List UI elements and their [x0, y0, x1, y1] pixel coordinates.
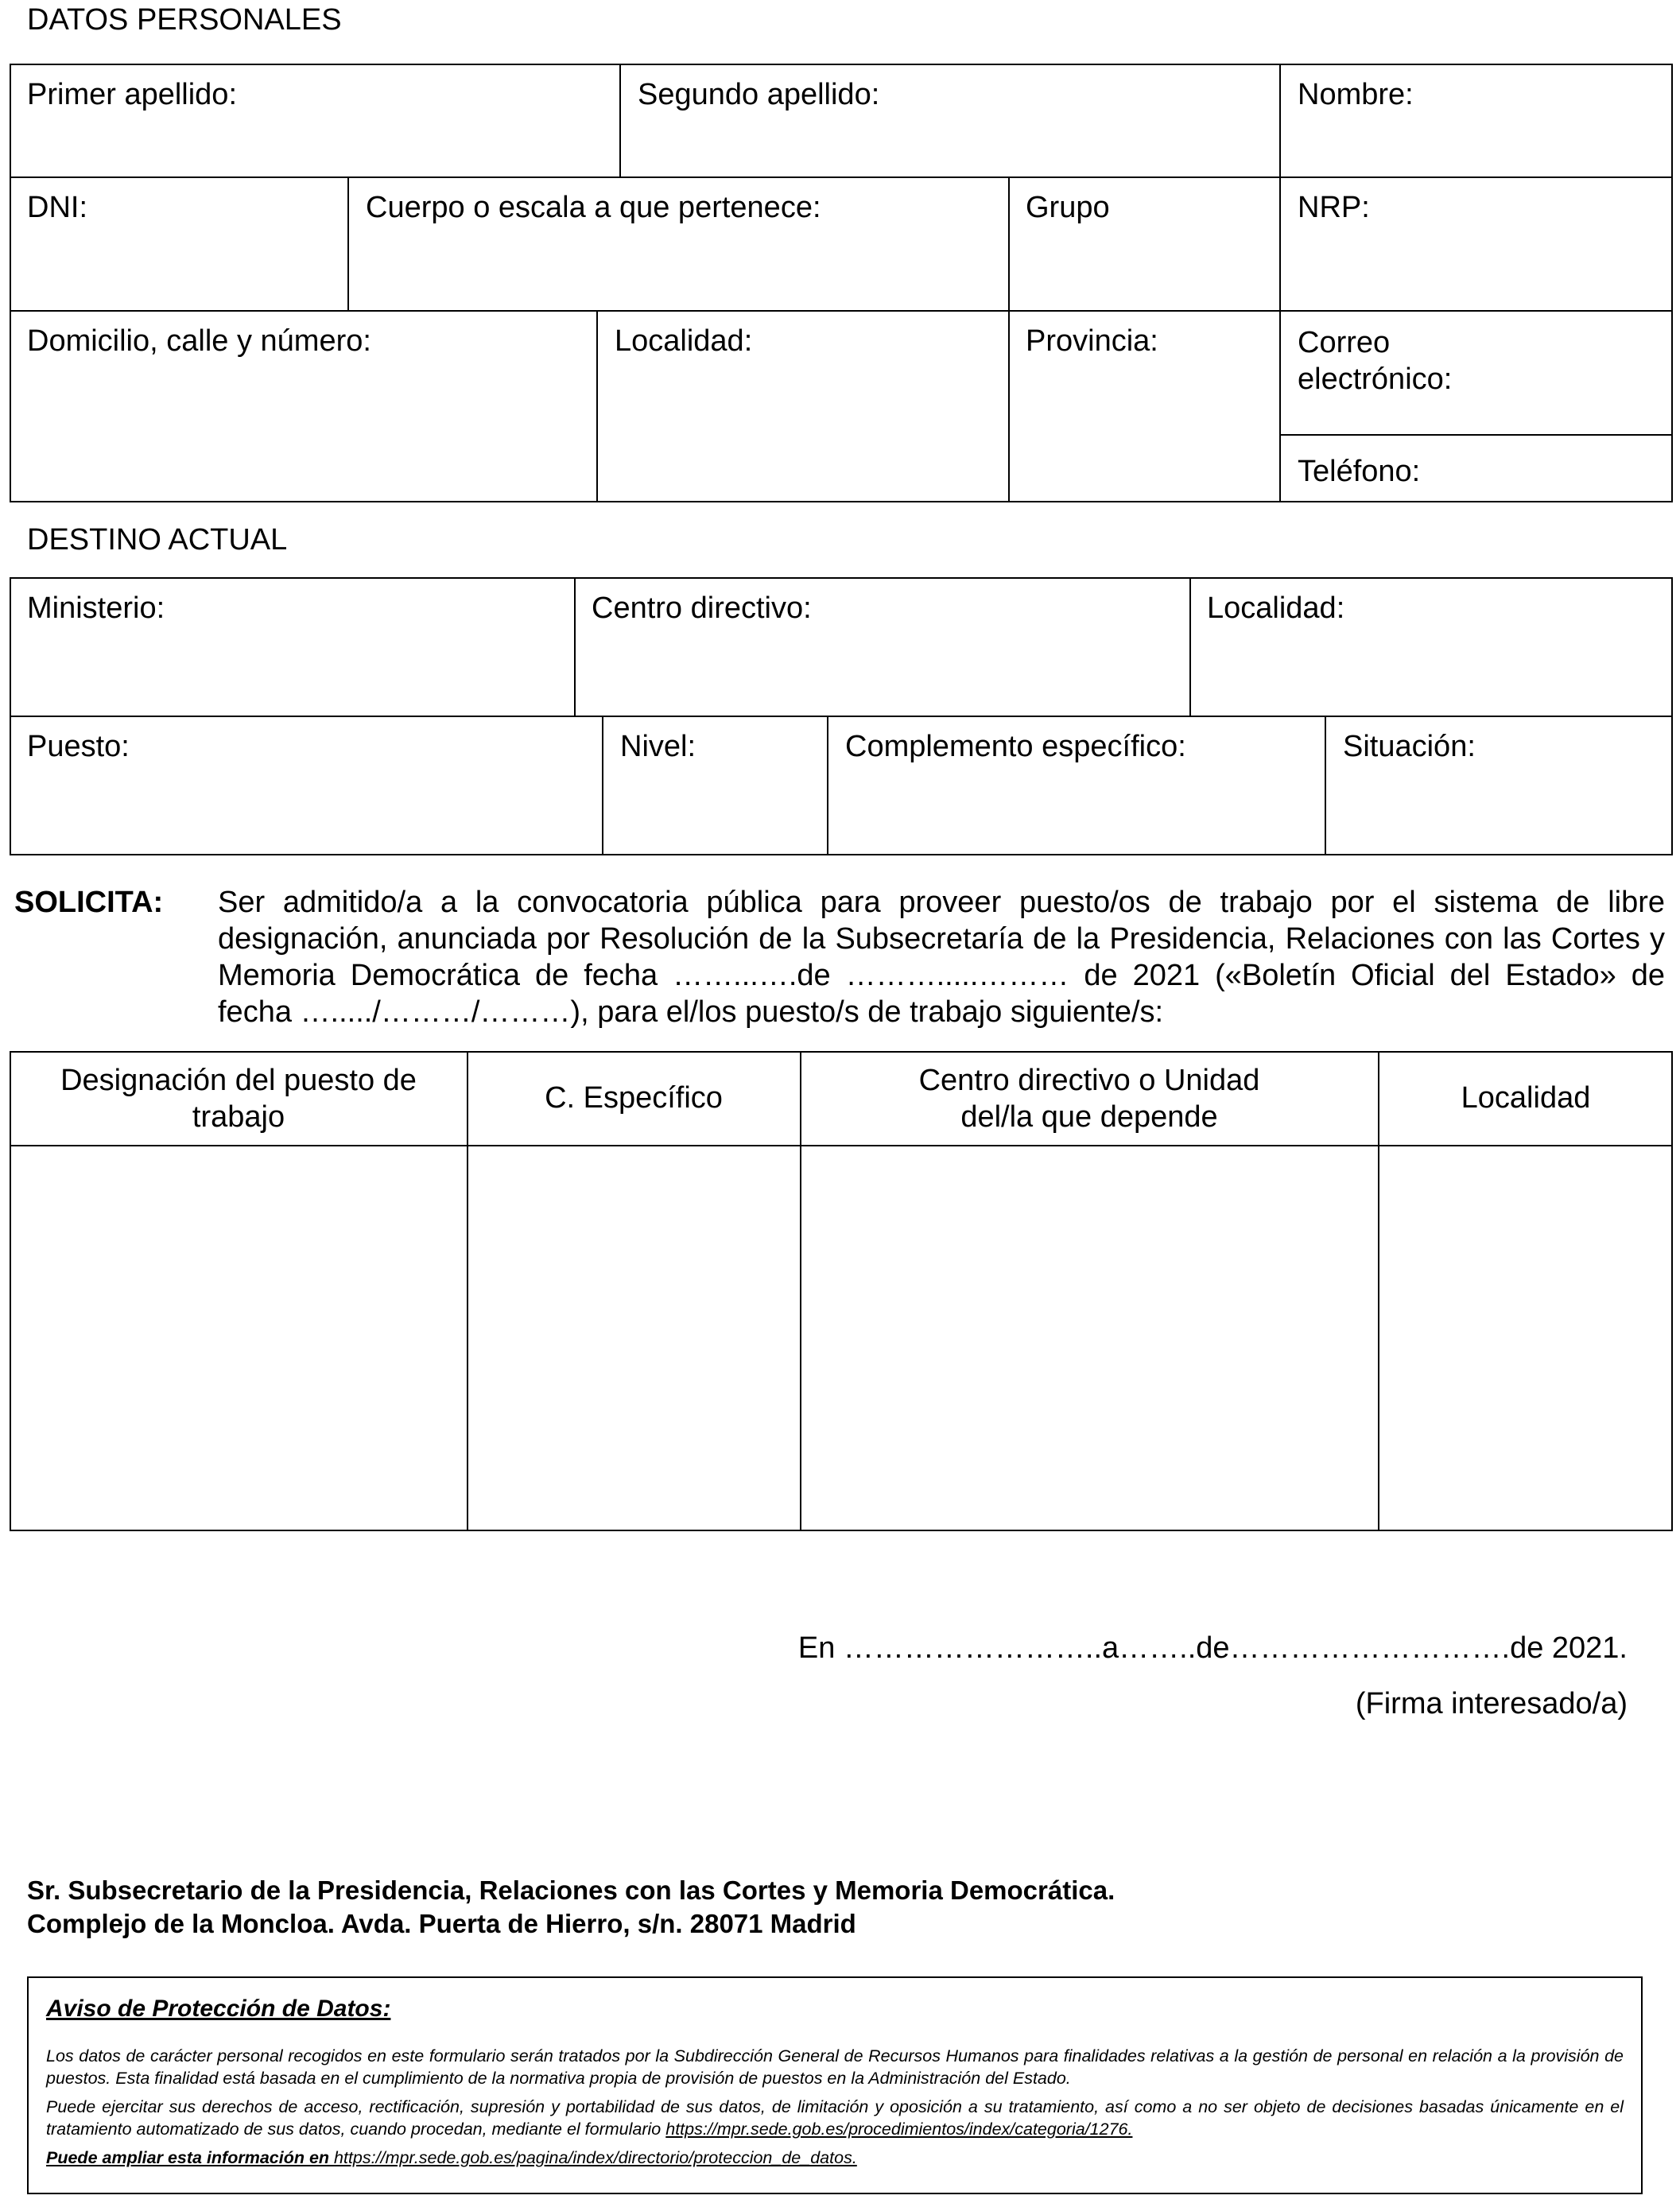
personal-data-box	[10, 64, 1673, 502]
notice-paragraph-1: Los datos de carácter personal recogidos en este formulario serán tratados por la Subdirección General de Recursos Humanos para finalidades relativas a la gestión de personal en relación a la provisión de puestos. Esta finalidad está basada en el cumplimiento de la normativa propia de provisión de puestos en la Administración del Estado.	[46, 2046, 1624, 2088]
label-ministerio[interactable]: Ministerio:	[27, 592, 165, 625]
notice-title: Aviso de Protección de Datos:	[46, 1996, 391, 2022]
label-complemento[interactable]: Complemento específico:	[845, 730, 1186, 763]
label-situacion[interactable]: Situación:	[1343, 730, 1476, 763]
label-cuerpo[interactable]: Cuerpo o escala a que pertenece:	[366, 191, 821, 224]
cell-centro-directivo[interactable]	[801, 1146, 1377, 1530]
label-localidad[interactable]: Localidad:	[615, 324, 753, 358]
section-title-datos-personales: DATOS PERSONALES	[27, 3, 342, 37]
label-grupo[interactable]: Grupo	[1026, 191, 1110, 224]
label-puesto[interactable]: Puesto:	[27, 730, 130, 763]
cell-c-especifico[interactable]	[468, 1146, 799, 1530]
label-correo[interactable]: Correo electrónico:	[1298, 326, 1453, 396]
solicita-label: SOLICITA:	[14, 886, 164, 919]
recipient-line-2: Complejo de la Moncloa. Avda. Puerta de Hierro, s/n. 28071 Madrid	[27, 1909, 856, 1938]
label-domicilio[interactable]: Domicilio, calle y número:	[27, 324, 371, 358]
cell-localidad[interactable]	[1379, 1146, 1672, 1530]
label-nombre[interactable]: Nombre:	[1298, 78, 1414, 111]
label-telefono[interactable]: Teléfono:	[1298, 455, 1421, 488]
notice-paragraph-3: Puede ampliar esta información en https://mpr.sede.gob.es/pagina/index/directorio/proteccion_de_datos.	[46, 2148, 857, 2167]
signature-label: (Firma interesado/a)	[1355, 1687, 1628, 1720]
place-date-line[interactable]: En ……………………..a……..de……………………….de 2021.	[797, 1631, 1628, 1665]
recipient-line-1: Sr. Subsecretario de la Presidencia, Relaciones con las Cortes y Memoria Democrática.	[27, 1875, 1115, 1905]
label-dni[interactable]: DNI:	[27, 191, 87, 224]
label-segundo-apellido[interactable]: Segundo apellido:	[638, 78, 880, 111]
label-provincia[interactable]: Provincia:	[1026, 324, 1158, 358]
section-title-destino-actual: DESTINO ACTUAL	[27, 523, 288, 557]
notice-link-formulario[interactable]: https://mpr.sede.gob.es/procedimientos/index/categoria/1276.	[665, 2120, 1133, 2139]
label-nivel[interactable]: Nivel:	[620, 730, 696, 763]
cell-designacion[interactable]	[11, 1146, 466, 1530]
th-c-especifico: C. Específico	[545, 1081, 723, 1115]
label-primer-apellido-field[interactable]: Primer apellido:	[27, 78, 237, 111]
label-localidad-destino[interactable]: Localidad:	[1207, 592, 1345, 625]
th-centro-directivo: Centro directivo o Unidad del/la que depende	[918, 1064, 1260, 1134]
label-nrp[interactable]: NRP:	[1298, 191, 1370, 224]
label-centro-directivo[interactable]: Centro directivo:	[592, 592, 812, 625]
th-designacion: Designación del puesto de trabajo	[60, 1064, 417, 1134]
data-protection-notice	[27, 1976, 1643, 2194]
solicita-text: Ser admitido/a a la convocatoria pública para proveer puesto/os de trabajo por el sistema de libre designación, anunciada por Resolución de la Subsecretaría de la Presidencia, Relaciones con las Cortes y Memoria Democrática de fecha ……...….de ……….....……… de 2021 («Boletín Oficial del Estado» de fecha …...../………/………), para el/los puesto/s de trabajo siguiente/s:	[218, 886, 1665, 1029]
notice-link-proteccion[interactable]: https://mpr.sede.gob.es/pagina/index/directorio/proteccion_de_datos.	[334, 2148, 857, 2167]
notice-paragraph-2: Puede ejercitar sus derechos de acceso, rectificación, supresión y portabilidad de sus datos, de limitación y oposición a su tratamiento, así como a no ser objeto de decisiones basadas únicamente en el tratamiento automatizado de sus datos, cuando procedan, mediante el formulario https://mpr.sede.gob.es/procedimientos/index/categoria/1276.	[46, 2097, 1624, 2139]
th-localidad: Localidad	[1461, 1081, 1591, 1115]
